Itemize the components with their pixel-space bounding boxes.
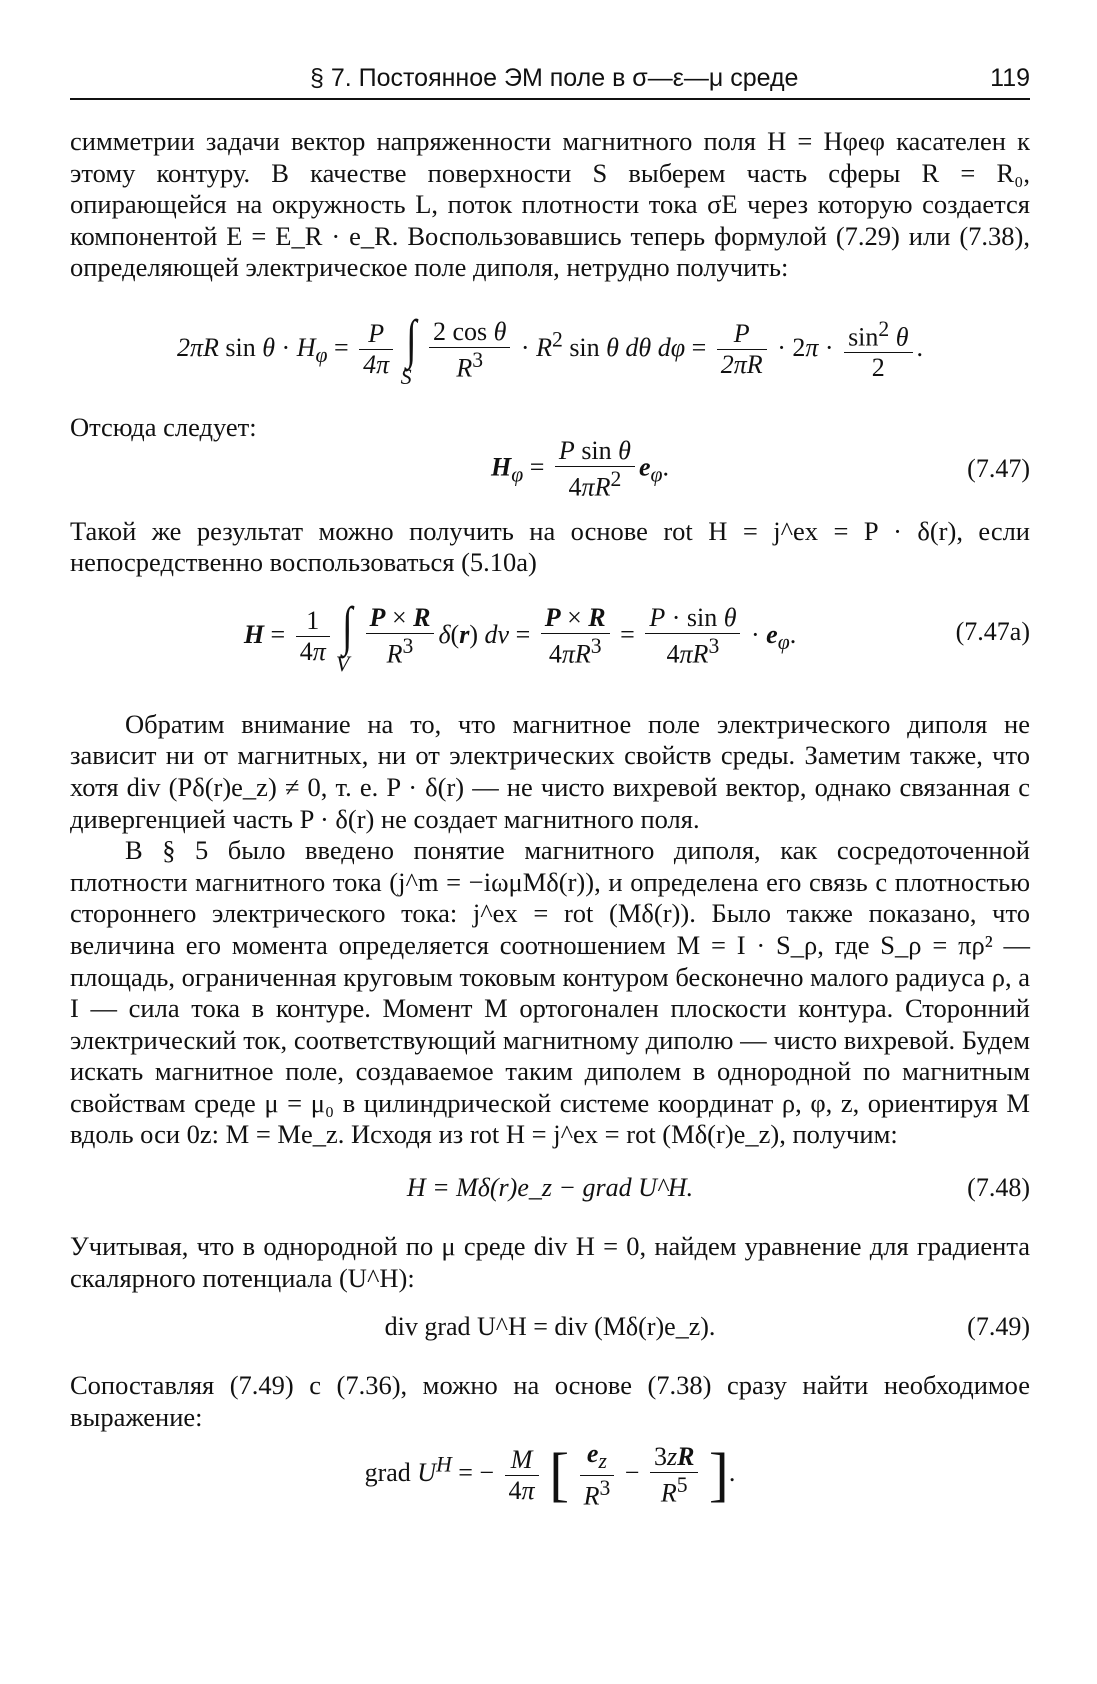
equation-number-7-47: (7.47)	[967, 453, 1030, 483]
equation-7-47: $H_\varphi$ = $\frac{\text{P sin θ}}{4\pi R^2}$ $e_\varphi$. (7.47)	[491, 435, 1030, 502]
equation-flux: 2πR $\sin \theta \cdot H_\varphi$ = $\frac{P}{4\pi}$ ∫ S $\frac{\text{2 cos θ}}{R^3}$ · $R^2$ sin θ dθ dφ = $\frac{P}{2\pi R}$ · 2π · $\frac{\sin^2 \theta}{2}$ .	[176, 308, 924, 389]
equation-7-47a: H = $\frac{1}{4\pi}$ ∫ V $\frac{P \times R}{R^3}$ δ(r) dv = $\frac{P \times R}{4\pi R^3}$ = $\frac{\text{P · sin θ}}{4\pi R^3}$ · $e_\varphi$. (7.47a)	[243, 595, 1030, 676]
running-header	[70, 58, 1030, 100]
equation-grad-u: grad $U^H$ = − $\frac{M}{4\pi}$ [ $\frac{e_z}{R^3}$ − $\frac{3zR}{R^5}$ ].	[364, 1439, 736, 1511]
header-title: § 7. Постоянное ЭМ поле в σ—ε—μ среде	[310, 64, 799, 92]
paragraph-1: симметрии задачи вектор напряженности магнитного поля H = Hφeφ касателен к этому контуру. В качестве поверхности S выберем часть сферы R = R₀, опирающейся на окружность L, поток плотности тока σE через которую создается компонентой E = E_R · e_R. Воспользовавшись теперь формулой (7.29) или (7.38), определяющей электрическое поле диполя, нетрудно получить:	[70, 126, 1030, 283]
paragraph-6: Учитывая, что в однородной по μ среде div H = 0, найдем уравнение для градиента скалярного потенциала (U^H):	[70, 1231, 1030, 1293]
equation-7-49	[70, 1312, 1030, 1352]
paragraph-7: Сопоставляя (7.49) с (7.36), можно на основе (7.38) сразу найти необходимое выражение:	[70, 1370, 1030, 1432]
equation-number-7-47a: (7.47a)	[955, 616, 1030, 646]
page-number: 119	[990, 64, 1030, 92]
equation-number-7-48: (7.48)	[967, 1173, 1030, 1203]
equation-7-48-body: H = Mδ(r)e_z − grad U^H.	[406, 1173, 694, 1203]
equation-7-48	[70, 1173, 1030, 1213]
page	[70, 58, 1030, 1529]
paragraph-4: Обратим внимание на то, что магнитное поле электрического диполя не зависит ни от магнитных, ни от электрических свойств среды. Заметим также, что хотя div (Pδ(r)e_z) ≠ 0, т. е. P · δ(r) — не чисто вихревой вектор, однако связанная с дивергенцией часть P · δ(r) не создает магнитного поля.	[70, 708, 1030, 834]
equation-7-49-body: div grad U^H = div (Mδ(r)e_z).	[384, 1312, 716, 1342]
equation-number-7-49: (7.49)	[967, 1312, 1030, 1342]
paragraph-5: В § 5 было введено понятие магнитного диполя, как сосредоточенной плотности магнитного тока (j^m = −iωμMδ(r)), и определена его связь с плотностью стороннего электрического тока: j^ex = rot (Mδ(r)). Было также показано, что величина его момента определяется соотношением M = I · S_ρ, где S_ρ = πρ² — площадь, ограниченная круговым токовым контуром бесконечно малого радиуса ρ, а I — сила тока в контуре. Момент M ортогонален плоскости контура. Сторонний электрический ток, соответствующий магнитному диполю — чисто вихревой. Будем искать магнитное поле, создаваемое таким диполем в однородной по магнитным свойствам среде μ = μ₀ в цилиндрической системе координат ρ, φ, z, ориентируя M вдоль оси 0z: M = Me_z. Исходя из rot H = j^ex = rot (Mδ(r)e_z), получим:	[70, 835, 1030, 1150]
paragraph-2: Отсюда следует:	[70, 411, 257, 442]
paragraph-3: Такой же результат можно получить на основе rot H = j^ex = P · δ(r), если непосредственно воспользоваться (5.10а)	[70, 515, 1030, 578]
